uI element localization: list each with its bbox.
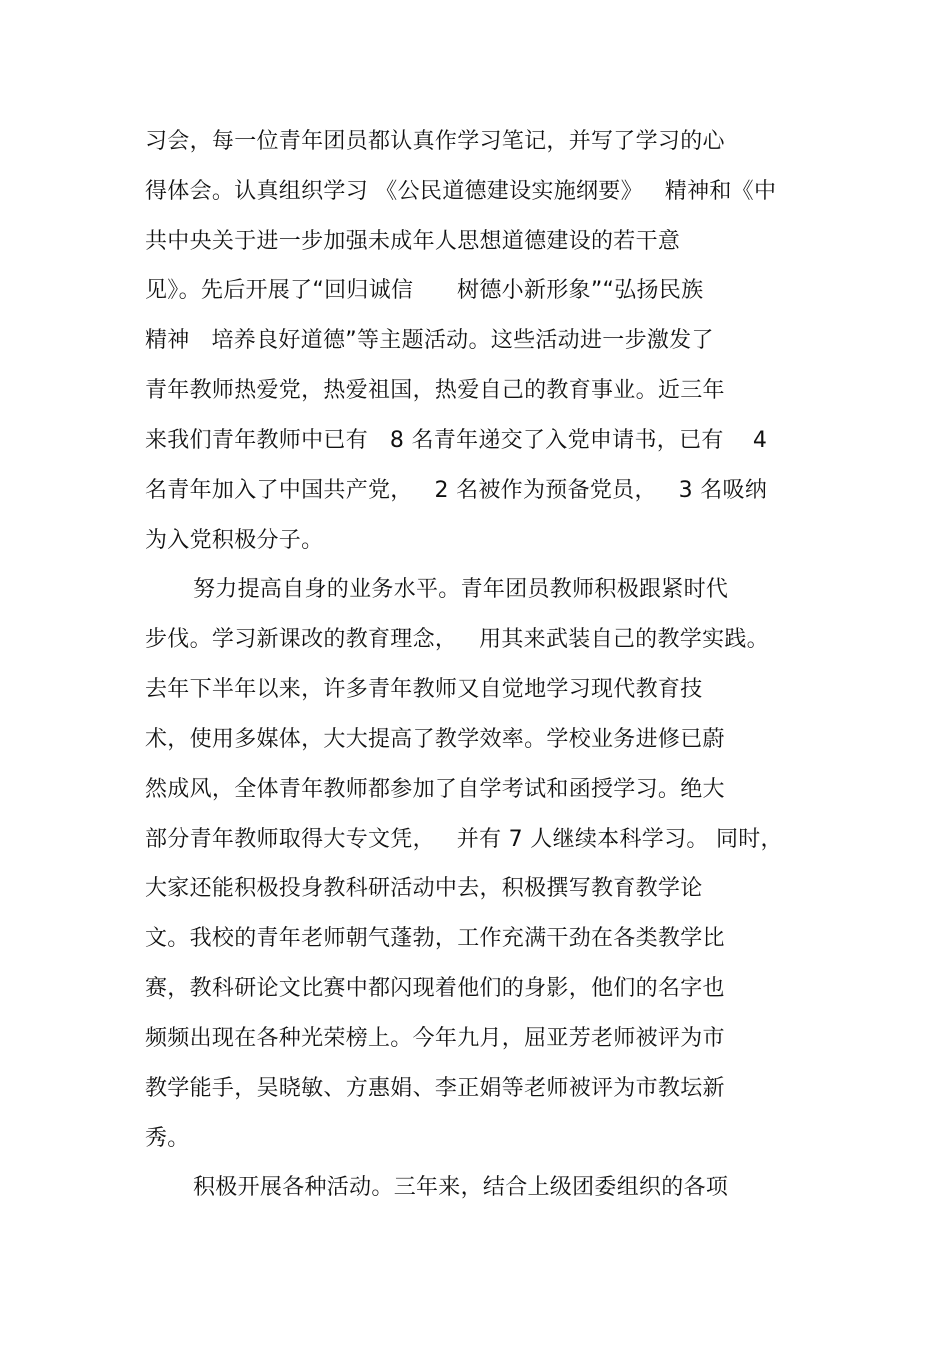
text-line: 来我们青年教师中已有 8 名青年递交了入党申请书，已有 4 — [145, 428, 768, 453]
text-line: 得体会。认真组织学习 《公民道德建设实施纲要》 精神和《中 — [145, 179, 777, 204]
text-line: 青年教师热爱党，热爱祖国，热爱自己的教育事业。近三年 — [145, 378, 725, 403]
text-line: 大家还能积极投身教科研活动中去，积极撰写教育教学论 — [145, 876, 703, 901]
text-line: 见》。先后开展了“回归诚信 树德小新形象”“弘扬民族 — [145, 278, 704, 303]
text-line: 为入党积极分子。 — [145, 528, 324, 553]
text-line: 去年下半年以来，许多青年教师又自觉地学习现代教育技 — [145, 677, 703, 702]
text-line: 名青年加入了中国共产党， 2 名被作为预备党员， 3 名吸纳 — [145, 478, 768, 503]
text-line: 教学能手，吴晓敏、方惠娟、李正娟等老师被评为市教坛新 — [145, 1076, 725, 1101]
text-line: 步伐。学习新课改的教育理念， 用其来武装自己的教学实践。 — [145, 627, 769, 652]
text-line: 秀。 — [145, 1126, 190, 1151]
paragraph-first-line: 努力提高自身的业务水平。青年团员教师积极跟紧时代 — [193, 577, 729, 602]
text-line: 频频出现在各种光荣榜上。今年九月，屈亚芳老师被评为市 — [145, 1026, 725, 1051]
text-line: 部分青年教师取得大专文凭， 并有 7 人继续本科学习。 同时， — [145, 827, 783, 852]
text-line: 精神 培养良好道德”等主题活动。这些活动进一步激发了 — [145, 328, 714, 353]
text-line: 术，使用多媒体，大大提高了教学效率。学校业务进修已蔚 — [145, 727, 725, 752]
text-line: 赛，教科研论文比赛中都闪现着他们的身影，他们的名字也 — [145, 976, 725, 1001]
paragraph-first-line: 积极开展各种活动。三年来，结合上级团委组织的各项 — [193, 1175, 729, 1200]
text-line: 然成风，全体青年教师都参加了自学考试和函授学习。绝大 — [145, 777, 725, 802]
text-line: 共中央关于进一步加强未成年人思想道德建设的若干意 — [145, 229, 681, 254]
text-line: 习会，每一位青年团员都认真作学习笔记，并写了学习的心 — [145, 129, 725, 154]
text-line: 文。我校的青年老师朝气蓬勃，工作充满干劲在各类教学比 — [145, 926, 725, 951]
